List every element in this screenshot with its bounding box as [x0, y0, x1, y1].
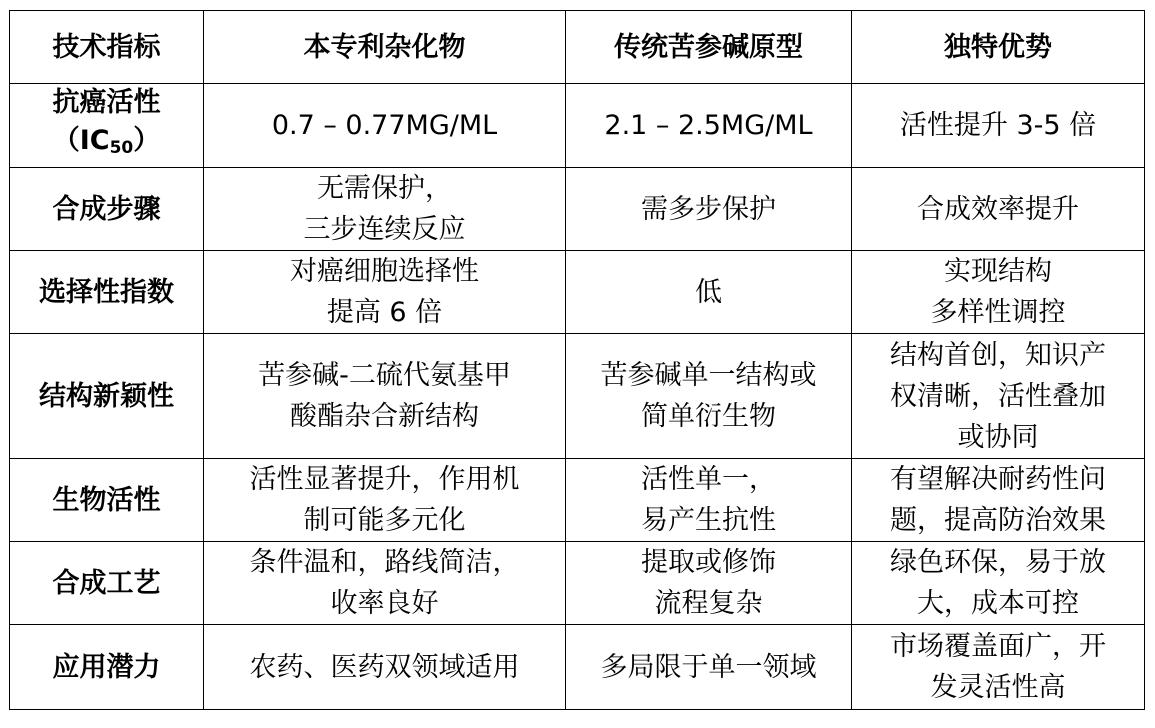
traditional-cell [566, 334, 852, 459]
patent-text: 三步连续反应 [303, 214, 466, 245]
advantage-text: 题，提高防治效果 [890, 505, 1106, 536]
advantage-text: 活性提升 3-5 倍 [899, 110, 1097, 141]
patent-text: 条件温和，路线简洁， [249, 547, 520, 578]
advantage-text: 有望解决耐药性问 [890, 464, 1106, 495]
header-traditional: 传统苦参碱原型 [566, 11, 852, 84]
patent-text: 活性显著提升，作用机 [249, 464, 520, 495]
traditional-text: 2.1 – 2.5MG/ML [604, 110, 813, 141]
row-metric-cell [10, 168, 204, 251]
patent-text: 收率良好 [330, 588, 439, 619]
traditional-text: 需多步保护 [641, 193, 776, 225]
row-metric-cell [10, 625, 204, 710]
traditional-text: 提取或修饰 [641, 547, 776, 578]
advantage-cell [852, 334, 1145, 459]
traditional-text: 简单衍生物 [641, 401, 776, 432]
header-patent: 本专利杂化物 [204, 11, 566, 84]
patent-text: 无需保护， [317, 173, 452, 204]
advantage-text: 发灵活性高 [930, 672, 1066, 703]
patent-cell [204, 625, 566, 710]
patent-cell [204, 168, 566, 251]
patent-cell [204, 84, 566, 168]
advantage-cell [852, 84, 1145, 168]
metric-label: 合成步骤 [52, 193, 161, 225]
patent-text: 农药、医药双领域适用 [249, 651, 520, 683]
metric-label: 结构新颖性 [39, 380, 174, 412]
table-row [10, 334, 1145, 459]
advantage-text: 合成效率提升 [917, 193, 1079, 225]
metric-label: 合成工艺 [52, 567, 161, 599]
traditional-cell [566, 84, 852, 168]
traditional-cell [566, 625, 852, 710]
patent-text: 对癌细胞选择性 [290, 256, 479, 287]
advantage-text: 绿色环保，易于放 [890, 547, 1106, 578]
header-metric: 技术指标 [10, 11, 204, 84]
patent-cell [204, 334, 566, 459]
traditional-cell [566, 168, 852, 251]
row-metric-cell [10, 334, 204, 459]
patent-text: 苦参碱-二硫代氨基甲 [258, 360, 511, 391]
patent-text: 0.7 – 0.77MG/ML [271, 110, 498, 141]
advantage-text: 或协同 [957, 421, 1039, 453]
row-metric-cell [10, 459, 204, 542]
patent-cell [204, 251, 566, 334]
advantage-cell [852, 459, 1145, 542]
traditional-text: 低 [695, 276, 722, 308]
traditional-text: 苦参碱单一结构或 [600, 360, 817, 391]
traditional-text: 易产生抗性 [641, 505, 776, 536]
traditional-cell [566, 459, 852, 542]
advantage-text: 结构首创，知识产 [890, 339, 1106, 371]
table-row [10, 251, 1145, 334]
traditional-text: 多局限于单一领域 [600, 651, 817, 683]
advantage-text: 权清晰，活性叠加 [890, 380, 1106, 412]
patent-text: 酸酯杂合新结构 [290, 401, 479, 432]
table-row [10, 84, 1145, 168]
metric-label: 抗癌活性 [52, 87, 161, 118]
traditional-cell [566, 542, 852, 625]
patent-cell [204, 542, 566, 625]
header-advantage: 独特优势 [852, 11, 1145, 84]
metric-subscript: 50 [109, 138, 134, 158]
advantage-cell [852, 542, 1145, 625]
comparison-table-container [9, 10, 1144, 710]
comparison-table [9, 10, 1145, 710]
table-row [10, 542, 1145, 625]
traditional-cell [566, 251, 852, 334]
patent-cell [204, 459, 566, 542]
patent-text: 制可能多元化 [303, 505, 466, 536]
row-metric-cell [10, 542, 204, 625]
advantage-text: 实现结构 [944, 256, 1052, 287]
table-row [10, 459, 1145, 542]
advantage-cell [852, 251, 1145, 334]
advantage-cell [852, 625, 1145, 710]
advantage-text: 市场覆盖面广，开 [890, 631, 1106, 662]
metric-sublabel: $(IC_{50})$ [52, 125, 161, 158]
table-row [10, 625, 1145, 710]
table-row [10, 168, 1145, 251]
row-metric-cell [10, 84, 204, 168]
metric-label: 选择性指数 [39, 276, 174, 308]
advantage-text: 多样性调控 [930, 297, 1066, 328]
patent-text: 提高 6 倍 [326, 297, 443, 328]
traditional-text: 活性单一， [641, 464, 776, 495]
advantage-cell [852, 168, 1145, 251]
advantage-text: 大，成本可控 [917, 588, 1079, 619]
row-metric-cell [10, 251, 204, 334]
metric-label: 生物活性 [52, 484, 161, 516]
metric-label: 应用潜力 [52, 651, 161, 683]
header-row [10, 11, 1145, 84]
traditional-text: 流程复杂 [654, 588, 763, 619]
